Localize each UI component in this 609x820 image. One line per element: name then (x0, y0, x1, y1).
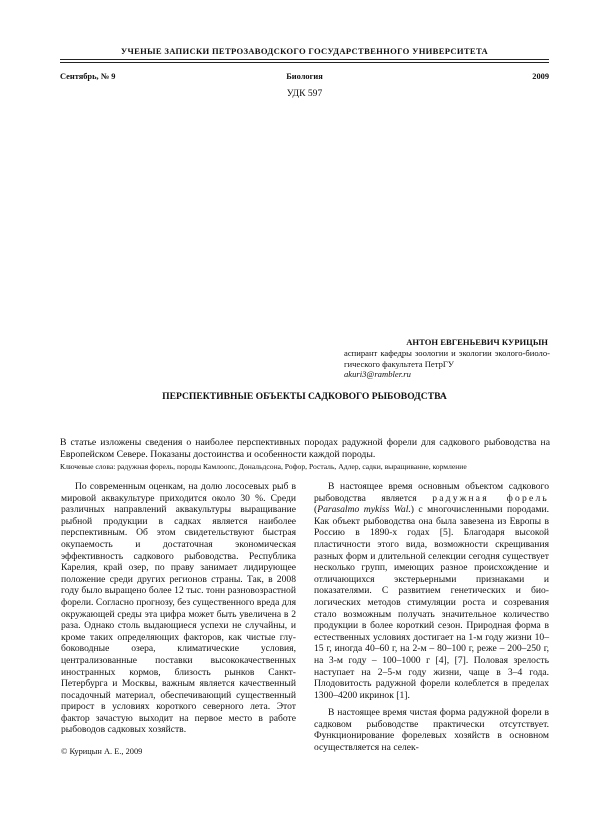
header-rule-top (60, 59, 549, 60)
author-position: аспирант кафедры зоологии и экологии эколого-биологического факультета ПетрГУ (344, 348, 550, 369)
body-column-right (314, 481, 549, 760)
body-column-left (61, 481, 296, 742)
keywords-label: Ключевые слова: (60, 462, 116, 471)
journal-title: УЧЕНЫЕ ЗАПИСКИ ПЕТРОЗАВОДСКОГО ГОСУДАРСТВЕННОГО УНИВЕРСИТЕТА (120, 46, 489, 56)
abstract: В статье изложены сведения о наиболее перспективных породах радужной форели для садкового рыбоводства на Европейском Севере. Показаны достоинства и особенности каждой породы. (60, 437, 550, 460)
body-text: В настоящее время основным объектом садкового рыбоводства является (314, 481, 549, 504)
author-email: akuri3@rambler.ru (344, 369, 411, 380)
latin-name: Parasalmo mykiss Wal. (317, 504, 411, 516)
body-paragraph: В настоящее время чистая форма радужной форели в садковом рыбоводстве практически отсутствует. Функционирование форелевых хозяйств в основном осуществляется на селек- (314, 707, 549, 754)
body-paragraph (314, 481, 549, 701)
article-title: ПЕРСПЕКТИВНЫЕ ОБЪЕКТЫ САДКОВОГО РЫБОВОДСТВА (162, 391, 447, 402)
copyright: © Курицын А. Е., 2009 (61, 747, 143, 756)
section-label: Биология (286, 72, 323, 81)
body-text: ( (314, 504, 318, 516)
keywords (60, 462, 550, 471)
species-name: радужная форель (432, 492, 550, 504)
body-paragraph: По современным оценкам, на долю лососевых рыб в мировой аквакультуре приходится около 30 %. Среди различных направлений аквакультуры выращивание рыбной продукции в садках является наиболее перспективным. Об этом свидетельствуют быстрая окупаемость и достаточная экономическая эффективность садкового рыбоводства. Республика Карелия, край озер, по праву занимает лидирующее положение среди других регионов страны. Так, в 2008 году было выращено более 12 тыс. тонн разновозрастной форели. Согласно прогнозу, без существенного вреда для окружающей среды эта цифра может быть увеличена в 2 раза. Однако столь выдающиеся успехи не случайны, и кроме таких определяющих факторов, как чистые глубоководные озера, климатические условия, централизованные поставки высококачественных иностранных кормов, близость рынков Санкт-Петербурга и Москвы, важным является качественный посадочный материал, обеспечивающий существенный прирост в условиях короткого северного лета. Этот фактор зачастую выходит на первое место в работе рыбоводов садковых хозяйств. (61, 481, 296, 736)
udk-code: УДК 597 (286, 88, 323, 99)
header-rule-bottom (60, 62, 549, 63)
issue-label: Сентябрь, № 9 (60, 72, 116, 81)
year-label: 2009 (532, 72, 549, 81)
keywords-list: радужная форель, породы Камлоопс, Дональдсона, Рофор, Росталь, Адлер, садки, выращивание, кормление (117, 462, 467, 471)
author-affiliation (344, 348, 550, 380)
body-text: ) с многочисленными породами. Как объект рыбоводства она была завезена из Европы в Россию в 1890-х годах [5]. Благодаря высокой пластичности этого вида, возможности скрещивания разных форм и длительной селекции сегодня существует несколько групп, имеющих разное происхождение и отличающихся экстерьерными признаками и показателями. С развитием генетических и биологических методов стимуляции роста и созревания стало возможным получать значительное количество продукции в более короткий сезон. Природная форма в естественных условиях достигает на 1-м году жизни 10–15 г, иногда 40–60 г, на 2-м – 80–100 г, реже – 200–250 г, на 3-м году – 100–1000 г [4], [7]. Половая зрелость наступает на 2–5-м году жизни, чаще в 3–4 года. Плодовитость радужной форели колеблется в пределах 1300–4200 икринок [1]. (314, 504, 549, 701)
author-name: АНТОН ЕВГЕНЬЕВИЧ КУРИЦЫН (406, 337, 548, 347)
